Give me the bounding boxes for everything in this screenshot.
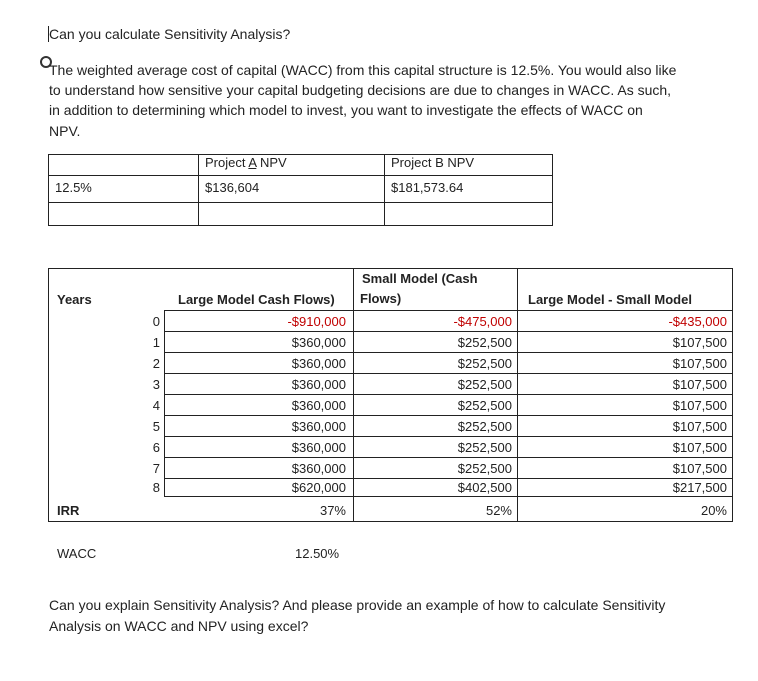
year-cell: 6 xyxy=(152,440,160,455)
small-cell: $252,500 xyxy=(457,377,512,392)
diff-cell: $107,500 xyxy=(672,356,727,371)
question-line-2: to understand how sensitive your capital budgeting decisions are due to changes in WACC. As such, xyxy=(49,82,672,98)
header-large: Large Model Cash Flows) xyxy=(178,292,335,307)
cash-flow-table xyxy=(48,268,733,522)
year-cell: 1 xyxy=(152,335,160,350)
small-cell: $252,500 xyxy=(457,335,512,350)
small-cell: $252,500 xyxy=(457,356,512,371)
irr-diff: 20% xyxy=(700,503,727,518)
large-cell: $360,000 xyxy=(291,377,346,392)
large-cell: $360,000 xyxy=(291,335,346,350)
npv-table xyxy=(48,154,553,226)
wacc-label: WACC xyxy=(57,546,97,561)
npv-project-a-value: $136,604 xyxy=(199,176,385,203)
small-cell: -$475,000 xyxy=(453,314,512,329)
year-cell: 0 xyxy=(152,314,160,329)
large-cell: -$910,000 xyxy=(287,314,346,329)
large-cell: $360,000 xyxy=(291,419,346,434)
diff-cell: $107,500 xyxy=(672,398,727,413)
closing-line-2: Analysis on WACC and NPV using excel? xyxy=(49,618,309,634)
diff-cell: $107,500 xyxy=(672,335,727,350)
year-cell: 3 xyxy=(152,377,160,392)
irr-small: 52% xyxy=(485,503,512,518)
diff-cell: -$435,000 xyxy=(668,314,727,329)
year-cell: 2 xyxy=(152,356,160,371)
question-line-3: in addition to determining which model to invest, you want to investigate the effects of WACC on xyxy=(49,102,643,118)
header-small-line-1: Small Model (Cash xyxy=(362,271,478,286)
npv-value-row xyxy=(49,176,553,203)
large-cell: $620,000 xyxy=(291,480,346,495)
large-cell: $360,000 xyxy=(291,356,346,371)
npv-header-row xyxy=(49,155,553,176)
year-cell: 7 xyxy=(152,461,160,476)
small-cell: $252,500 xyxy=(457,419,512,434)
question-title: Can you calculate Sensitivity Analysis? xyxy=(49,26,291,42)
diff-cell: $107,500 xyxy=(672,419,727,434)
npv-header-project-a xyxy=(199,155,385,176)
npv-empty-row xyxy=(49,203,553,226)
small-cell: $252,500 xyxy=(457,461,512,476)
table-border-right xyxy=(732,268,733,522)
closing-line-1: Can you explain Sensitivity Analysis? And please provide an example of how to calculate Sensitivity xyxy=(49,597,666,613)
large-cell: $360,000 xyxy=(291,440,346,455)
small-cell: $252,500 xyxy=(457,440,512,455)
table-border-left xyxy=(48,268,49,522)
year-column-line xyxy=(164,310,165,496)
npv-project-b-value: $181,573.64 xyxy=(385,176,553,203)
small-cell: $402,500 xyxy=(457,480,512,495)
small-cell: $252,500 xyxy=(457,398,512,413)
header-years: Years xyxy=(57,292,92,307)
year-cell: 5 xyxy=(152,419,160,434)
question-line-4: NPV. xyxy=(49,123,81,139)
project-a-label-suffix: NPV xyxy=(256,155,287,170)
irr-label: IRR xyxy=(57,503,80,518)
npv-header-project-b: Project B NPV xyxy=(385,155,553,176)
diff-cell: $107,500 xyxy=(672,461,727,476)
header-diff: Large Model - Small Model xyxy=(528,292,692,307)
question-line-1: The weighted average cost of capital (WACC) from this capital structure is 12.5%. You would also like xyxy=(49,62,677,78)
npv-header-empty xyxy=(49,155,199,176)
project-a-label-prefix: Project xyxy=(205,155,249,170)
large-cell: $360,000 xyxy=(291,461,346,476)
header-small-line-2: Flows) xyxy=(360,291,402,306)
large-column-line xyxy=(353,268,354,522)
diff-cell: $107,500 xyxy=(672,440,727,455)
year-cell: 4 xyxy=(152,398,160,413)
npv-empty-cell xyxy=(385,203,553,226)
wacc-value: 12.50% xyxy=(295,546,340,561)
diff-cell: $217,500 xyxy=(672,480,727,495)
large-cell: $360,000 xyxy=(291,398,346,413)
year-cell: 8 xyxy=(152,480,160,495)
small-column-line xyxy=(517,268,518,522)
table-border-bottom xyxy=(48,521,733,522)
npv-empty-cell xyxy=(199,203,385,226)
diff-cell: $107,500 xyxy=(672,377,727,392)
irr-large: 37% xyxy=(319,503,346,518)
project-a-label-mid: A xyxy=(248,155,257,170)
npv-empty-cell xyxy=(49,203,199,226)
npv-rate: 12.5% xyxy=(49,176,199,203)
